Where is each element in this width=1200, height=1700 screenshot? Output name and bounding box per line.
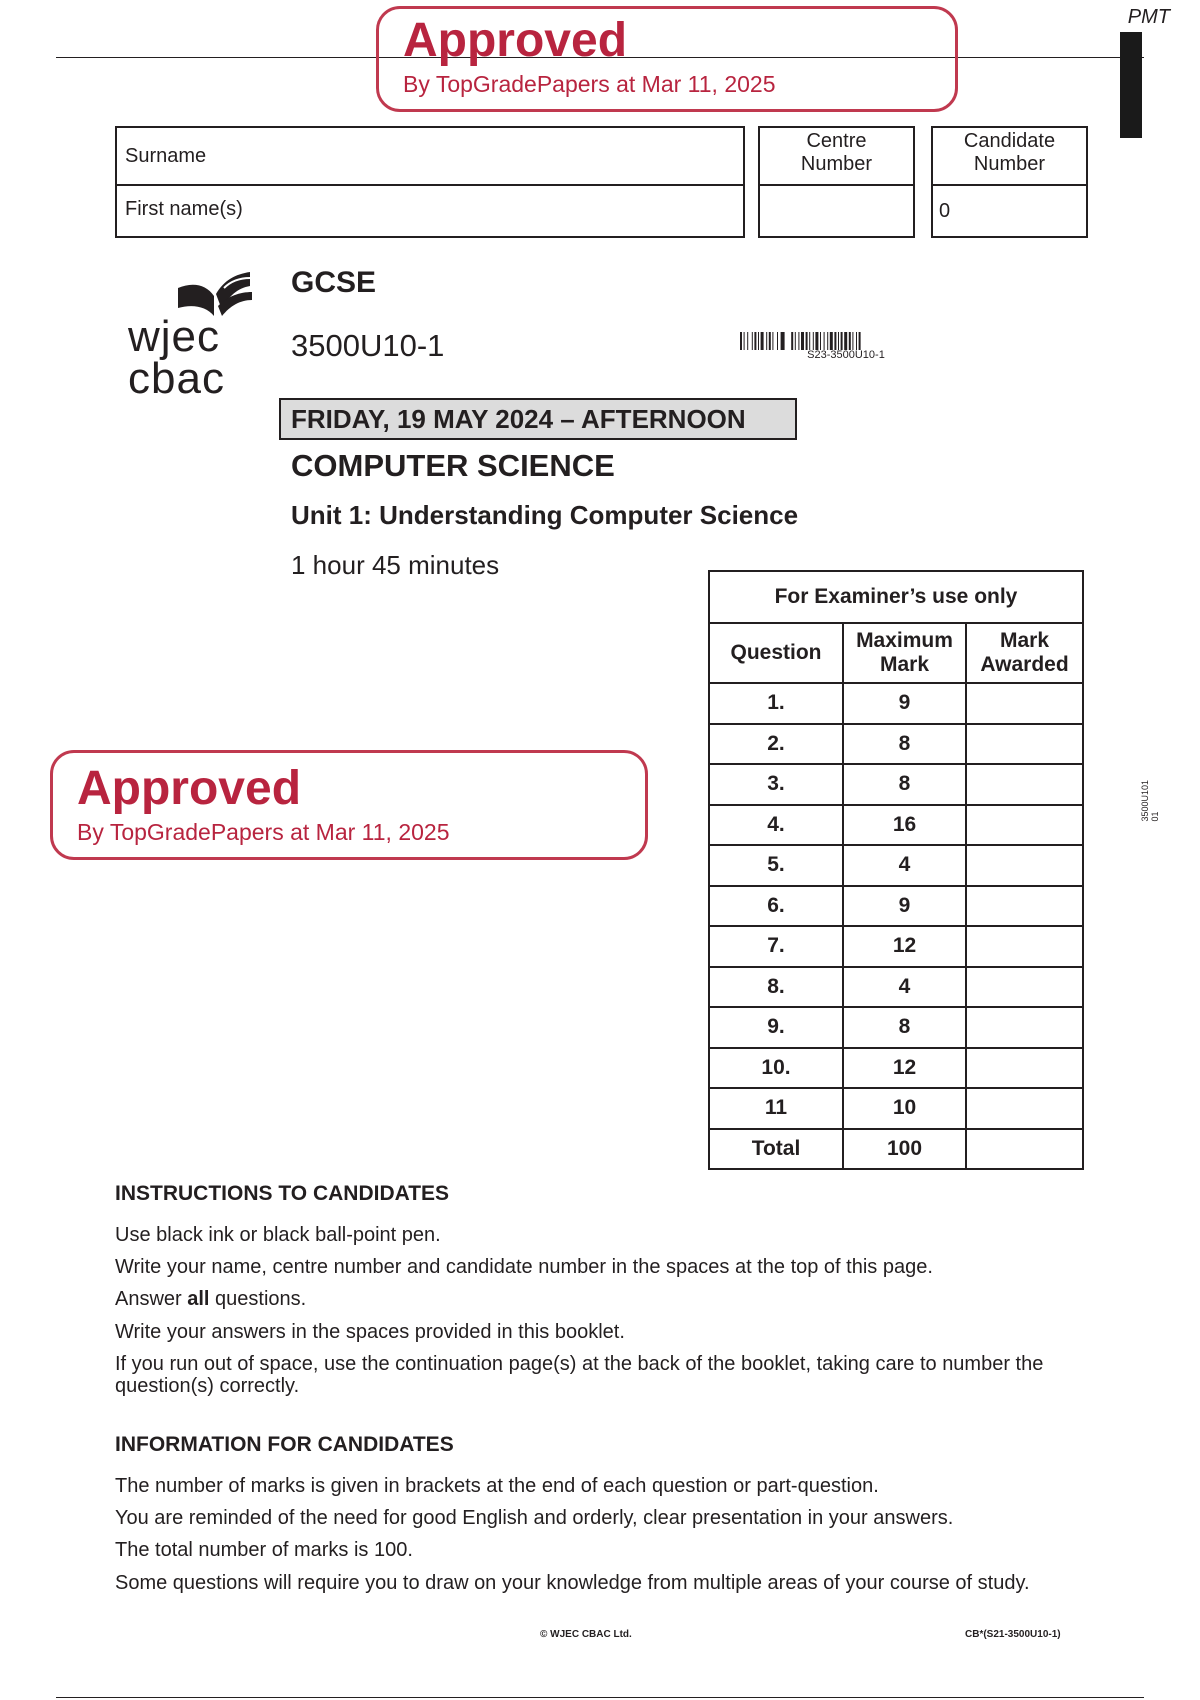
- question-number: 8.: [709, 967, 843, 1008]
- instruction-line: Write your answers in the spaces provided in this booklet.: [115, 1321, 625, 1343]
- unit-title: Unit 1: Understanding Computer Science: [291, 500, 799, 530]
- mark-awarded-cell[interactable]: [966, 683, 1083, 724]
- table-row: [709, 805, 1083, 846]
- stamp-subtitle: By TopGradePapers at Mar 11, 2025: [77, 819, 450, 845]
- question-number: 10.: [709, 1048, 843, 1089]
- examiner-table: [708, 570, 1084, 1170]
- instruction-text: questions.: [209, 1288, 307, 1310]
- mark-awarded-cell[interactable]: [966, 805, 1083, 846]
- maximum-mark: 16: [843, 805, 966, 846]
- question-number: Total: [709, 1129, 843, 1170]
- examiner-table-caption: For Examiner’s use only: [709, 571, 1083, 623]
- stamp-subtitle: By TopGradePapers at Mar 11, 2025: [403, 71, 776, 97]
- col-awarded-line-1: Mark: [999, 629, 1050, 652]
- table-row: [709, 724, 1083, 765]
- information-line: The number of marks is given in brackets at the end of each question or part-question.: [115, 1475, 879, 1497]
- maximum-mark: 9: [843, 683, 966, 724]
- approved-stamp-middle: [50, 750, 648, 860]
- information-line: The total number of marks is 100.: [115, 1539, 413, 1561]
- mark-awarded-cell[interactable]: [966, 845, 1083, 886]
- col-question: Question: [709, 623, 843, 683]
- question-number: 9.: [709, 1007, 843, 1048]
- instructions-heading: INSTRUCTIONS TO CANDIDATES: [115, 1182, 450, 1205]
- logo-line-2: cbac: [128, 354, 225, 403]
- table-row: [709, 926, 1083, 967]
- copyright: © WJEC CBAC Ltd.: [540, 1629, 632, 1640]
- maximum-mark: 9: [843, 886, 966, 927]
- logo-line-1: wjec: [128, 312, 221, 361]
- information-heading: INFORMATION FOR CANDIDATES: [115, 1433, 454, 1456]
- qualification: GCSE: [291, 266, 377, 299]
- mark-awarded-cell[interactable]: [966, 886, 1083, 927]
- mark-awarded-cell[interactable]: [966, 1048, 1083, 1089]
- barcode-text: S23-3500U10-1: [807, 349, 885, 361]
- surname-label: Surname: [125, 145, 207, 167]
- table-row: [709, 1048, 1083, 1089]
- candidate-number-value: 0: [939, 200, 951, 222]
- stamp-title: Approved: [403, 14, 628, 67]
- table-row: [709, 1007, 1083, 1048]
- col-awarded-line-2: Awarded: [980, 653, 1069, 676]
- table-row: [709, 967, 1083, 1008]
- mark-awarded-cell[interactable]: [966, 926, 1083, 967]
- centre-number-box: [758, 126, 915, 238]
- exam-duration: 1 hour 45 minutes: [291, 550, 500, 580]
- stamp-title: Approved: [77, 762, 302, 815]
- col-mark-awarded: [966, 623, 1083, 683]
- pmt-label: PMT: [1127, 6, 1170, 28]
- instruction-bold: all: [187, 1288, 210, 1310]
- maximum-mark: 8: [843, 724, 966, 765]
- table-row: [709, 764, 1083, 805]
- centre-number-field[interactable]: [760, 186, 913, 236]
- table-row: [709, 886, 1083, 927]
- maximum-mark: 12: [843, 926, 966, 967]
- candidate-number-box: [931, 126, 1088, 238]
- maximum-mark: 10: [843, 1088, 966, 1129]
- col-maximum-mark: [843, 623, 966, 683]
- subject-title: COMPUTER SCIENCE: [291, 448, 615, 483]
- first-name-label: First name(s): [125, 198, 243, 220]
- mark-awarded-cell[interactable]: [966, 1129, 1083, 1170]
- mark-awarded-cell[interactable]: [966, 1007, 1083, 1048]
- table-row: [709, 1129, 1083, 1170]
- approved-stamp-top: [376, 6, 958, 112]
- candidate-number-field[interactable]: [939, 186, 1086, 236]
- candidate-label-1: Candidate: [963, 130, 1056, 152]
- instruction-line: Write your name, centre number and candidate number in the spaces at the top of this page.: [115, 1256, 933, 1278]
- mark-awarded-cell[interactable]: [966, 967, 1083, 1008]
- question-number: 5.: [709, 845, 843, 886]
- question-number: 7.: [709, 926, 843, 967]
- mark-awarded-cell[interactable]: [966, 1088, 1083, 1129]
- paper-code: 3500U10-1: [291, 328, 445, 363]
- instruction-text: Answer: [115, 1288, 188, 1310]
- question-number: 1.: [709, 683, 843, 724]
- col-max-line-2: Mark: [879, 653, 930, 676]
- information-line: You are reminded of the need for good English and orderly, clear presentation in your answers.: [115, 1507, 954, 1529]
- maximum-mark: 12: [843, 1048, 966, 1089]
- instruction-line: If you run out of space, use the continuation page(s) at the back of the booklet, taking care to number the question(s) correctly.: [115, 1353, 1044, 1397]
- question-number: 3.: [709, 764, 843, 805]
- question-number: 4.: [709, 805, 843, 846]
- question-number: 6.: [709, 886, 843, 927]
- side-code-line-2: 01: [1150, 811, 1160, 822]
- side-paper-code: [1140, 780, 1160, 822]
- maximum-mark: 100: [843, 1129, 966, 1170]
- maximum-mark: 4: [843, 845, 966, 886]
- table-row: [709, 683, 1083, 724]
- paper-reference: CB*(S21-3500U10-1): [965, 1629, 1061, 1640]
- information-line: Some questions will require you to draw on your knowledge from multiple areas of your course of study.: [115, 1572, 1030, 1594]
- maximum-mark: 8: [843, 1007, 966, 1048]
- mark-awarded-cell[interactable]: [966, 724, 1083, 765]
- exam-date: FRIDAY, 19 MAY 2024 – AFTERNOON: [279, 398, 797, 440]
- col-max-line-1: Maximum: [856, 629, 953, 652]
- table-row: [709, 845, 1083, 886]
- name-box: [115, 126, 745, 238]
- side-black-bar: [1120, 32, 1142, 138]
- mark-awarded-cell[interactable]: [966, 764, 1083, 805]
- barcode: [740, 332, 952, 350]
- instruction-line: Use black ink or black ball-point pen.: [115, 1224, 441, 1246]
- bottom-rule: [56, 1697, 1144, 1698]
- question-number: 11: [709, 1088, 843, 1129]
- maximum-mark: 4: [843, 967, 966, 1008]
- centre-label-2: Number: [800, 153, 873, 175]
- instruction-line: [115, 1288, 1075, 1310]
- maximum-mark: 8: [843, 764, 966, 805]
- table-row: [709, 1088, 1083, 1129]
- question-number: 2.: [709, 724, 843, 765]
- centre-label-1: Centre: [806, 130, 867, 152]
- wjec-cbac-logo: [128, 270, 258, 410]
- side-code-line-1: 3500U101: [1140, 780, 1150, 822]
- candidate-label-2: Number: [973, 153, 1046, 175]
